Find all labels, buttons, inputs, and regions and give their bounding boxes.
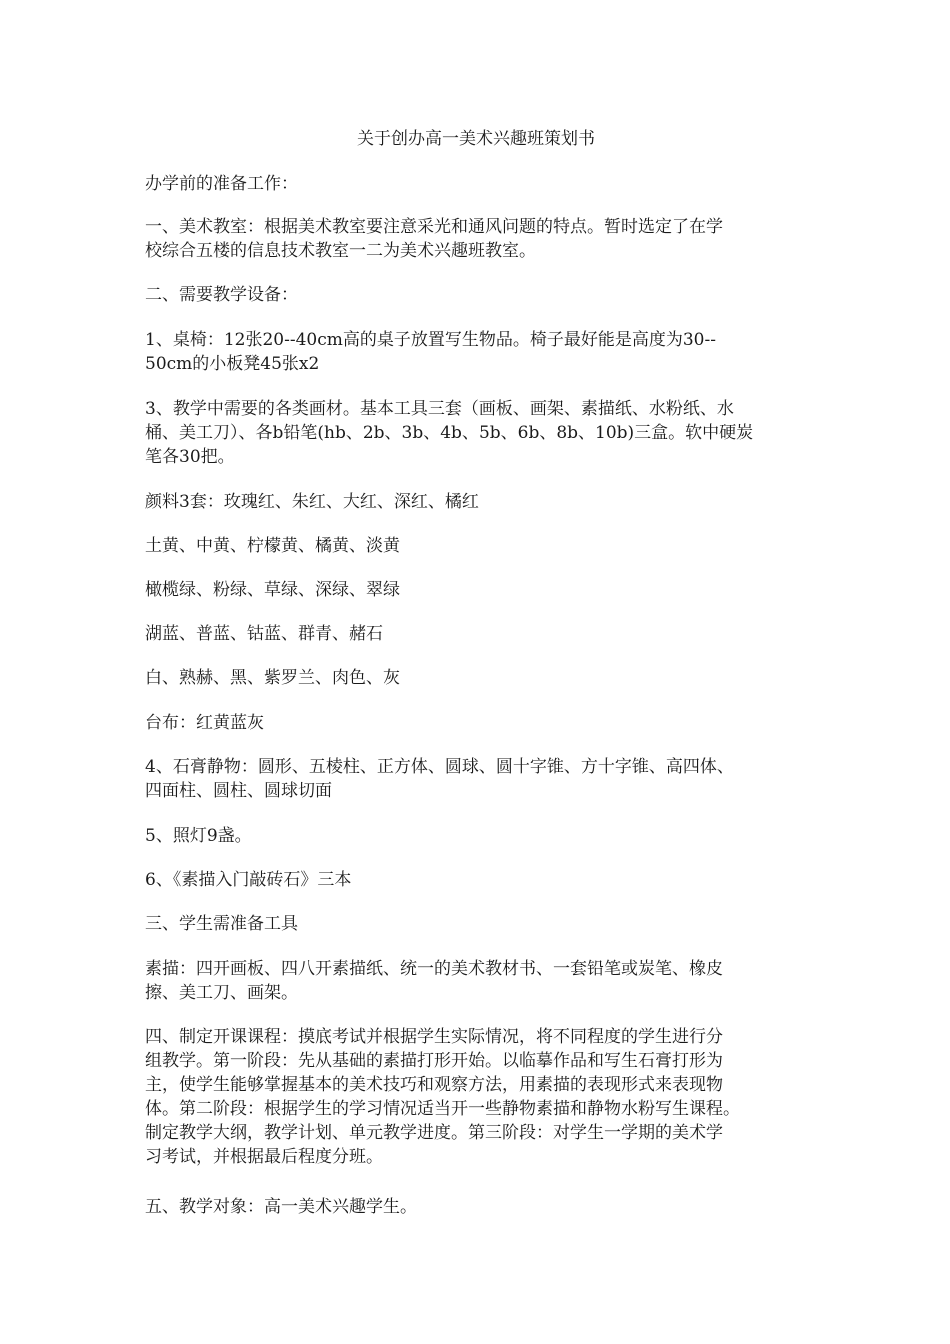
paragraph-prep-heading (145, 172, 807, 196)
text-line: 白、熟赫、黑、紫罗兰、肉色、灰 (145, 668, 400, 688)
text-line: 制定教学大纲，教学计划、单元教学进度。第三阶段：对学生一学期的美术学 (145, 1123, 723, 1143)
paragraph-paints-blues (145, 622, 807, 646)
text-line: 颜料3套：玫瑰红、朱红、大红、深红、橘红 (145, 492, 479, 512)
paragraph-sketch-tools (145, 957, 807, 1005)
paragraph-plaster-models (145, 755, 807, 803)
text-line: 6、《素描入门敲砖石》三本 (145, 870, 352, 890)
paragraph-paints-yellows (145, 534, 807, 558)
text-line: 四面柱、圆柱、圆球切面 (145, 781, 332, 801)
paragraph-paints-reds (145, 490, 807, 514)
text-line: 笔各30把。 (145, 447, 235, 467)
text-line: 习考试，并根据最后程度分班。 (145, 1147, 383, 1167)
text-line: 主，使学生能够掌握基本的美术技巧和观察方法，用素描的表现形式来表现物 (145, 1075, 723, 1095)
text-line: 校综合五楼的信息技术教室一二为美术兴趣班教室。 (145, 241, 536, 261)
text-line: 土黄、中黄、柠檬黄、橘黄、淡黄 (145, 536, 400, 556)
paragraph-paints-others (145, 666, 807, 690)
text-line: 五、教学对象：高一美术兴趣学生。 (145, 1197, 417, 1217)
paragraph-desks-chairs (145, 328, 807, 376)
text-line: 4、石膏静物：圆形、五棱柱、正方体、圆球、圆十字锥、方十字锥、高四体、 (145, 757, 734, 777)
text-line: 二、需要教学设备： (145, 285, 298, 305)
text-line: 50cm的小板凳45张x2 (145, 354, 320, 374)
text-line: 一、美术教室：根据美术教室要注意采光和通风问题的特点。暂时选定了在学 (145, 217, 723, 237)
document-title: 关于创办高一美术兴趣班策划书 (357, 129, 595, 149)
paragraph-art-classroom (145, 215, 807, 263)
text-line: 桶、美工刀）、各b铅笔(hb、2b、3b、4b、5b、6b、8b、10b)三盒。软中硬炭 (145, 423, 754, 443)
text-line: 组教学。第一阶段：先从基础的素描打形开始。以临摹作品和写生石膏打形为 (145, 1051, 723, 1071)
paragraph-paints-greens (145, 578, 807, 602)
text-line: 台布：红黄蓝灰 (145, 713, 264, 733)
text-line: 办学前的准备工作： (145, 174, 298, 194)
paragraph-art-supplies (145, 397, 807, 469)
text-line: 湖蓝、普蓝、钴蓝、群青、赭石 (145, 624, 383, 644)
text-line: 3、教学中需要的各类画材。基本工具三套（画板、画架、素描纸、水粉纸、水 (145, 399, 734, 419)
text-line: 橄榄绿、粉绿、草绿、深绿、翠绿 (145, 580, 400, 600)
text-line: 四、制定开课课程：摸底考试并根据学生实际情况，将不同程度的学生进行分 (145, 1027, 723, 1047)
paragraph-curriculum (145, 1025, 807, 1169)
paragraph-student-tools-heading (145, 912, 807, 936)
text-line: 擦、美工刀、画架。 (145, 983, 298, 1003)
paragraph-tablecloth (145, 711, 807, 735)
text-line: 1、桌椅：12张20--40cm高的桌子放置写生物品。椅子最好能是高度为30-- (145, 330, 716, 350)
text-line: 体。第二阶段：根据学生的学习情况适当开一些静物素描和静物水粉写生课程。 (145, 1099, 740, 1119)
paragraph-lamps (145, 824, 807, 848)
paragraph-target-students (145, 1195, 807, 1219)
text-line: 5、照灯9盏。 (145, 826, 252, 846)
text-line: 素描：四开画板、四八开素描纸、统一的美术教材书、一套铅笔或炭笔、橡皮 (145, 959, 723, 979)
paragraph-books (145, 868, 807, 892)
text-line: 三、学生需准备工具 (145, 914, 298, 934)
paragraph-equipment-heading (145, 283, 807, 307)
